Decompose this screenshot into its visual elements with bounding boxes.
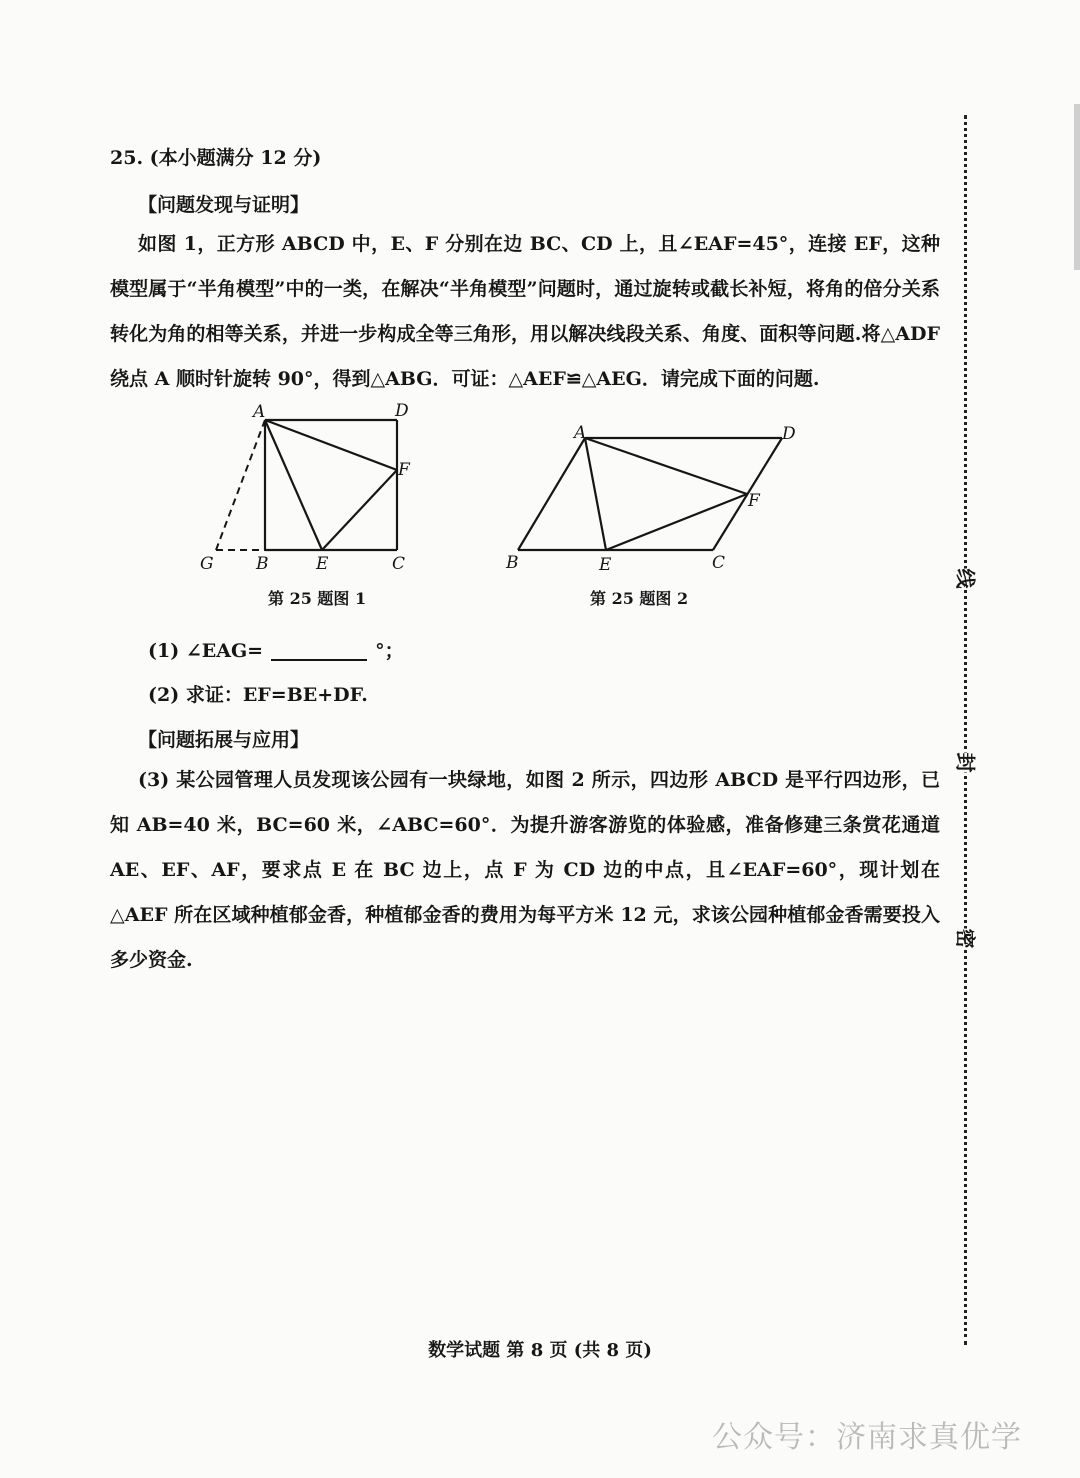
figure-1-caption: 第 25 题图 1 (268, 589, 367, 608)
segment-EF (322, 470, 397, 550)
segment-EF (606, 494, 747, 550)
scan-edge-shadow (1074, 104, 1080, 270)
label-B: B (256, 554, 269, 574)
part-3 (110, 758, 940, 983)
question-title: 25. (本小题满分 12 分) (110, 147, 322, 169)
label-E: E (599, 555, 612, 575)
label-D: D (782, 424, 796, 444)
question-intro (110, 222, 940, 402)
label-G: G (200, 554, 214, 574)
page-footer: 数学试题 第 8 页 (共 8 页) (428, 1340, 652, 1361)
label-E: E (316, 554, 329, 574)
part-1-prefix: (1) ∠EAG= (148, 640, 264, 662)
binding-char-xian: 线 (949, 569, 986, 589)
segment-AF (585, 438, 747, 494)
segment-AG-dashed (216, 420, 265, 550)
binding-char-feng: 封 (949, 753, 986, 773)
edge-AB (518, 438, 585, 550)
label-D: D (395, 401, 409, 421)
part-2: (2) 求证：EF=BE+DF. (148, 684, 368, 706)
label-C: C (392, 554, 406, 574)
figure-1-square (185, 392, 435, 578)
binding-line (964, 115, 975, 1345)
part-3-text: (3) 某公园管理人员发现该公园有一块绿地，如图 2 所示，四边形 ABCD 是平行四边形，已知 AB=40 米，BC=60 米，∠ABC=60°．为提升游客游览的体验感，准备修建三条赏花通道 AE、EF、AF，要求点 E 在 BC 边上，点 F 为 CD 边的中点，且∠EAF=60°，现计划在△AEF 所在区域种植郁金香，种植郁金香的费用为每平方米 12 元，求该公园种植郁金香需要投入多少资金. (110, 769, 940, 971)
intro-paragraph: 如图 1，正方形 ABCD 中，E、F 分别在边 BC、CD 上，且∠EAF=45°，连接 EF，这种模型属于“半角模型”中的一类，在解决“半角模型”问题时，通过旋转或截长补短，将角的倍分关系转化为角的相等关系，并进一步构成全等三角形，用以解决线段关系、角度、面积等问题.将△ADF 绕点 A 顺时针旋转 90°，得到△ABG．可证：△AEF≌△AEG．请完成下面的问题. (110, 233, 940, 390)
label-F: F (398, 460, 410, 480)
answer-blank[interactable] (271, 641, 367, 661)
segment-AE (585, 438, 606, 550)
label-B: B (506, 553, 519, 573)
part-1 (148, 636, 404, 663)
label-C: C (712, 553, 726, 573)
label-F: F (748, 491, 760, 511)
section-heading-discovery: 【问题发现与证明】 (138, 194, 310, 216)
label-A: A (253, 402, 266, 422)
binding-char-mi: 密 (949, 929, 986, 949)
figure-2-parallelogram (500, 420, 810, 580)
label-A: A (574, 423, 587, 443)
part-1-suffix: °； (375, 640, 404, 662)
figure-2-caption: 第 25 题图 2 (590, 589, 689, 608)
section-heading-extension: 【问题拓展与应用】 (138, 729, 310, 751)
watermark: 公众号：济南求真优学 (712, 1420, 1022, 1455)
